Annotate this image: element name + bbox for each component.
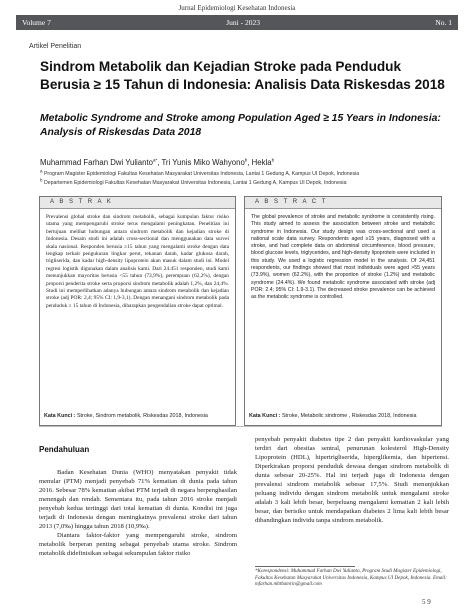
footnote-rule	[255, 566, 355, 567]
abstrak-keywords	[44, 412, 229, 420]
volume-label: Volume 7	[22, 18, 51, 27]
author-2: Tri Yunis Miko Wahyono	[161, 158, 245, 167]
issue-date: Juni - 2023	[226, 18, 260, 27]
journal-name: Jurnal Epidemiologi Kesehatan Indonesia	[178, 4, 296, 12]
affiliation-b-text: Departemen Epidemiologi Fakultas Kesehatan Masyarakat Universitas Indonesia, Lantai 1 Gedung A, Kampus UI Depok, Indonesia	[43, 180, 347, 186]
author-list: Muhammad Farhan Dwi Yulianto$^{a*}$, Tri Yunis Miko Wahyono$^b$, Hekla$^b$	[40, 157, 275, 167]
page-number: 5 9	[422, 598, 431, 606]
abstrak-keywords-label: Kata Kunci :	[44, 413, 76, 419]
body-right-column	[255, 435, 449, 525]
abstract-heading: A B S T R A C T	[245, 197, 441, 209]
body-paragraph-3: penyebab penyakit diabetes tipe 2 dan penyakit kardiovaskular yang terdiri dari obesitas sentral, penurunan kolesterol High-Density Lipoprotein (HDL), hipertrigliserida, hiperglikemia, dan hipertensi. Diperkirakan proporsi penduduk dewasa dengan sindrom metabolik di dunia sebesar 20-25%. Hal ini terjadi juga di Indonesia dengan prevalensi sindrom metabolik sebesar 17,5%. Studi menunjukkan peluang individu dengan sindrom metabolik untuk mengalami stroke adalah 3 kali lebih besar, berpeluang mengalami kematian 2 kali lebih besar, dan berisiko untuk mendapatkan diabetes 2 lima kali lebih besar dibandingkan individu tanpa sindrom metabolik.	[255, 436, 449, 524]
article-type: Artikel Penelitian	[29, 43, 82, 50]
title-english: Metabolic Syndrome and Stroke among Population Aged ≥ 15 Years in Indonesia: Analysis of Riskesdas Data 2018	[40, 113, 441, 138]
abstrak-heading: A B S T R A K	[40, 197, 235, 209]
affiliation-a-text: Program Magister Epidemiologi Fakultas Kesehatan Masyarakat Universitas Indonesia, Lantai 1 Gedung A, Kampus UI Depok, Indonesia	[43, 171, 360, 177]
body-paragraph-1: Badan Kesehatan Dunia (WHO) menyatakan penyakit tidak menular (PTM) menjadi penyebab 71% kematian di dunia pada tahun 2016. Sebesar 78% kematian akibat PTM terjadi di negara berpenghasilan menengah dan rendah. Sementara itu, pada tahun 2016 stroke menjadi penyebab kedua tertinggi dari total kematian di dunia. Kondisi ini juga terjadi di Indonesia dengan meningkatnya prevalensi stroke dari tahun 2013 (7,0‰) hingga tahun 2018 (10,9‰).	[39, 469, 237, 530]
body-left-column	[39, 435, 237, 558]
issue-bar	[16, 15, 458, 30]
abstrak-text: Prevalensi global stroke dan sindrom metabolik, sebagai kumpulan faktor risiko utama yang mempengaruhi stroke terus mengalami peningkatan. Penelitian ini bertujuan melihat hubungan antara sindrom metabolik dan kejadian stroke di Indonesia. Desain studi ini adalah cross-sectional dan menggunakan data survei skala nasional. Responden berusia ≥15 tahun yang mengalami stroke dengan data lengkap terkait pengukuran lingkar perut, tekanan darah, kadar glukosa darah, trigliserida, dan kadar high-density lipoprotein akan masuk dalam studi ini. Model regresi logistik digunakan dalam analisis kami. Dari 24.451 responden, studi kami menunjukkan mayoritas berusia <55 tahun (73,9%), perempuan (62,2%), dengan proporsi penderita stroke serta proporsi sindrom metabolik adalah 1,2%, dan 24,4%. Studi ini memperlihatkan adanya hubungan antara sindrom metabolik dan kejadian stroke (adj POR: 2,4; 95% CI: 1,9-3,1). Dengan menangani sindrom metabolik pada penduduk ≥ 15 tahun di Indonesia, diharapkan pengendalian stroke dapat optimal.	[46, 214, 229, 309]
abstrak-box	[39, 196, 236, 426]
abstract-keywords	[249, 412, 435, 420]
section-heading: Pendahuluan	[39, 445, 90, 454]
body-paragraph-2: Diantara faktor-faktor yang mempengaruhi stroke, sindrom metabolik berperan penting sebagai penyebab utama stroke. Sindrom metabolik didefinisikan sebagai sekumpulan faktor risiko	[39, 532, 237, 557]
author-3: Hekla	[251, 158, 272, 167]
abstrak-keywords-text: Stroke, Sindrom metabolik, Riskesdas 2018, Indonesia	[76, 413, 208, 419]
affiliation-b: $^b$ Departemen Epidemiologi Fakultas Kesehatan Masyarakat Universitas Indonesia, Lantai 1 Gedung A, Kampus UI Depok, Indonesia	[40, 177, 347, 186]
abstract-keywords-text: Stroke, Metabolic sindrome , Riskesdas 2018, Indonesia	[281, 413, 417, 419]
author-1: Muhammad Farhan Dwi Yulianto	[40, 158, 153, 167]
correspondence-footnote: *Korespondensi: Muhammad Farhan Dwi Yulianto, Program Studi Magister Epidemiologi, Fakultas Kesehatan Masyarakat Universitas Indonesia, Kampus UI Depok, Indonesia. Email: mfarhan.mhthamrin@gmail.com	[255, 568, 447, 588]
title-indonesian: Sindrom Metabolik dan Kejadian Stroke pada Penduduk Berusia ≥ 15 Tahun di Indonesia: Analisis Data Riskesdas 2018	[40, 59, 445, 92]
abstract-keywords-label: Kata Kunci :	[249, 413, 281, 419]
abstract-text: The global prevalence of stroke and metabolic syndrome is consistently rising. This study aimed to assess the association between stroke and metabolic syndrome in Indonesia. Our study design was cross-sectional and used a national scale data survey. Respondents aged ≥15 years, diagnosed with a stroke, and had complete data on abdominal circumference, blood pressure, blood glucose levels, triglycerides, and high-density lipoprotein were included in this study. We used a logistic regression model in the analysis. Of 24,451 respondents, our findings showed that most individuals were aged >55 years (73.9%), women (62.2%), with the proportion of stroke (1.2%) and metabolic syndrome (24.4%). We found metabolic syndrome associated with stroke (adj POR: 2.4; 95% CI: 1.9-3.1). The decreased stroke prevalence can be achieved as the metabolic syndrome is controlled.	[251, 214, 435, 301]
abstract-box	[244, 196, 442, 426]
section-divider	[39, 426, 442, 427]
issue-number: No. 1	[435, 18, 452, 27]
affiliation-a: $^a$ Program Magister Epidemiologi Fakultas Kesehatan Masyarakat Universitas Indonesia, Lantai 1 Gedung A, Kampus UI Depok, Indonesia	[40, 168, 360, 177]
